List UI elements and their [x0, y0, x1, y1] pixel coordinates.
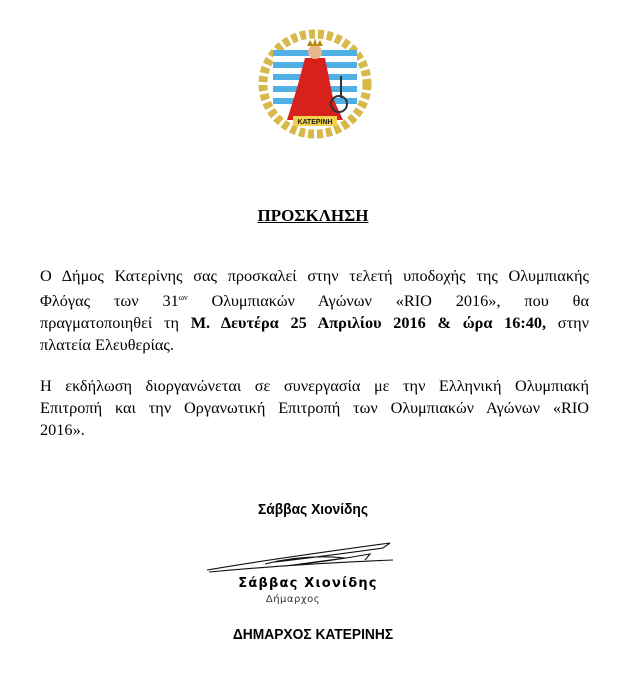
text-line: Η εκδήλωση διοργανώνεται σε συνεργασία με την Ελληνική Ολυμπιακή — [40, 376, 589, 395]
municipality-logo — [255, 28, 375, 140]
text-line: Ο Δήμος Κατερίνης σας προσκαλεί στην τελετή υποδοχής της Ολυμπιακής — [40, 266, 589, 285]
page-title: ΠΡΟΣΚΛΗΣΗ — [257, 206, 369, 225]
invitation-paragraph — [40, 265, 589, 356]
event-datetime: Μ. Δευτέρα 25 Απριλίου 2016 & ώρα 16:40, — [190, 313, 547, 332]
text-line: πλατεία Ελευθερίας. — [40, 335, 174, 354]
text-line: 2016». — [40, 420, 85, 439]
signatory-position: ΔΗΜΑΡΧΟΣ ΚΑΤΕΡΙΝΗΣ — [232, 626, 394, 643]
stamp-name: Σάββας Χιονίδης — [238, 576, 378, 591]
text-line: Φλόγας των $31^{\omega\nu}$ Ολυμπιακών Αγώνων «RIO 2016», που θα — [40, 291, 589, 310]
text-line: πραγματοποιηθεί τη Μ. Δευτέρα 25 Απριλίου 2016 & ώρα 16:40, στην — [40, 313, 590, 332]
organizers-paragraph — [40, 375, 589, 441]
svg-text:ΚΑΤΕΡΙΝΗ: ΚΑΤΕΡΙΝΗ — [297, 119, 333, 126]
signatory-name: Σάββας Χιονίδης — [257, 501, 369, 518]
stamp-role: Δήμαρχος — [265, 594, 321, 605]
handwritten-signature — [205, 540, 395, 575]
text-line: Επιτροπή και την Οργανωτική Επιτροπή των Ολυμπιακών Αγώνων «RIO — [40, 398, 589, 417]
